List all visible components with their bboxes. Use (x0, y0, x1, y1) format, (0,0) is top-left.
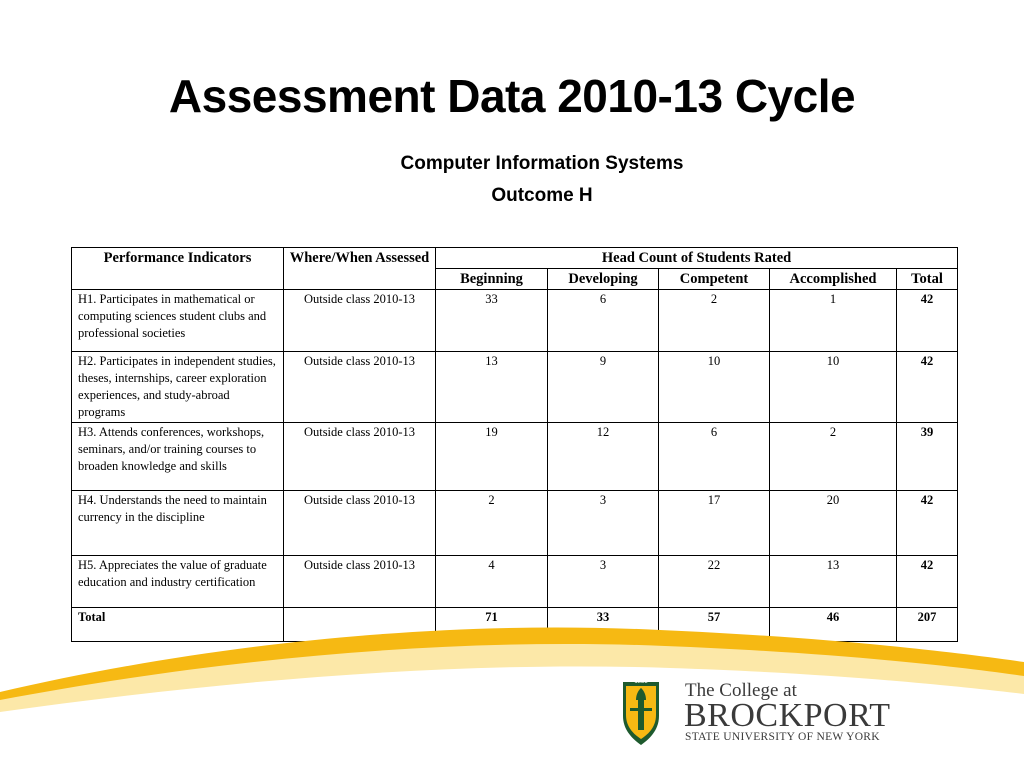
indicator-cell: H4. Understands the need to maintain currency in the discipline (72, 491, 284, 556)
developing-cell: 12 (548, 423, 659, 491)
total-cell: 42 (897, 556, 958, 608)
total-cell: 42 (897, 352, 958, 423)
assessment-table (71, 247, 958, 642)
header-where-when: Where/When Assessed (284, 248, 436, 290)
header-beginning: Beginning (436, 269, 548, 290)
header-developing: Developing (548, 269, 659, 290)
header-accomplished: Accomplished (770, 269, 897, 290)
beginning-cell: 4 (436, 556, 548, 608)
table-row (72, 491, 958, 556)
competent-cell: 2 (659, 290, 770, 352)
competent-cell: 6 (659, 423, 770, 491)
slide-subtitle-outcome: Outcome H (491, 185, 593, 206)
accomplished-cell: 13 (770, 556, 897, 608)
table-header-row (72, 248, 958, 269)
where-cell: Outside class 2010-13 (284, 290, 436, 352)
developing-cell: 3 (548, 491, 659, 556)
indicator-cell: H2. Participates in independent studies, theses, internships, career exploration experiences, and study-abroad programs (72, 352, 284, 423)
total-cell: 39 (897, 423, 958, 491)
beginning-cell: 19 (436, 423, 548, 491)
indicator-cell: H5. Appreciates the value of graduate education and industry certification (72, 556, 284, 608)
indicator-cell: H1. Participates in mathematical or computing sciences student clubs and professional societies (72, 290, 284, 352)
totals-competent: 57 (659, 608, 770, 642)
logo-line-college-at: The College at (685, 680, 797, 701)
total-cell: 42 (897, 290, 958, 352)
beginning-cell: 2 (436, 491, 548, 556)
indicator-cell: H3. Attends conferences, workshops, seminars, and/or training courses to broaden knowledge and skills (72, 423, 284, 491)
slide-title: Assessment Data 2010-13 Cycle (168, 70, 856, 122)
competent-cell: 17 (659, 491, 770, 556)
table-row (72, 290, 958, 352)
accomplished-cell: 2 (770, 423, 897, 491)
total-cell: 42 (897, 491, 958, 556)
beginning-cell: 33 (436, 290, 548, 352)
totals-accomplished: 46 (770, 608, 897, 642)
header-competent: Competent (659, 269, 770, 290)
totals-total: 207 (897, 608, 958, 642)
header-head-count: Head Count of Students Rated (436, 248, 958, 269)
competent-cell: 10 (659, 352, 770, 423)
shield-year-text: 1835 (634, 679, 648, 685)
totals-label: Total (72, 608, 284, 642)
accomplished-cell: 10 (770, 352, 897, 423)
header-total: Total (897, 269, 958, 290)
where-cell: Outside class 2010-13 (284, 423, 436, 491)
where-cell: Outside class 2010-13 (284, 352, 436, 423)
where-cell: Outside class 2010-13 (284, 556, 436, 608)
logo-line-brockport: BROCKPORT (684, 697, 891, 734)
beginning-cell: 13 (436, 352, 548, 423)
slide-subtitle-program: Computer Information Systems (400, 153, 684, 174)
developing-cell: 9 (548, 352, 659, 423)
table-row (72, 423, 958, 491)
table-row (72, 352, 958, 423)
totals-developing: 33 (548, 608, 659, 642)
developing-cell: 6 (548, 290, 659, 352)
developing-cell: 3 (548, 556, 659, 608)
college-shield-icon (623, 682, 659, 745)
logo-line-suny: STATE UNIVERSITY OF NEW YORK (685, 731, 880, 743)
header-performance-indicators: Performance Indicators (72, 248, 284, 290)
competent-cell: 22 (659, 556, 770, 608)
totals-beginning: 71 (436, 608, 548, 642)
where-cell: Outside class 2010-13 (284, 491, 436, 556)
accomplished-cell: 20 (770, 491, 897, 556)
accomplished-cell: 1 (770, 290, 897, 352)
